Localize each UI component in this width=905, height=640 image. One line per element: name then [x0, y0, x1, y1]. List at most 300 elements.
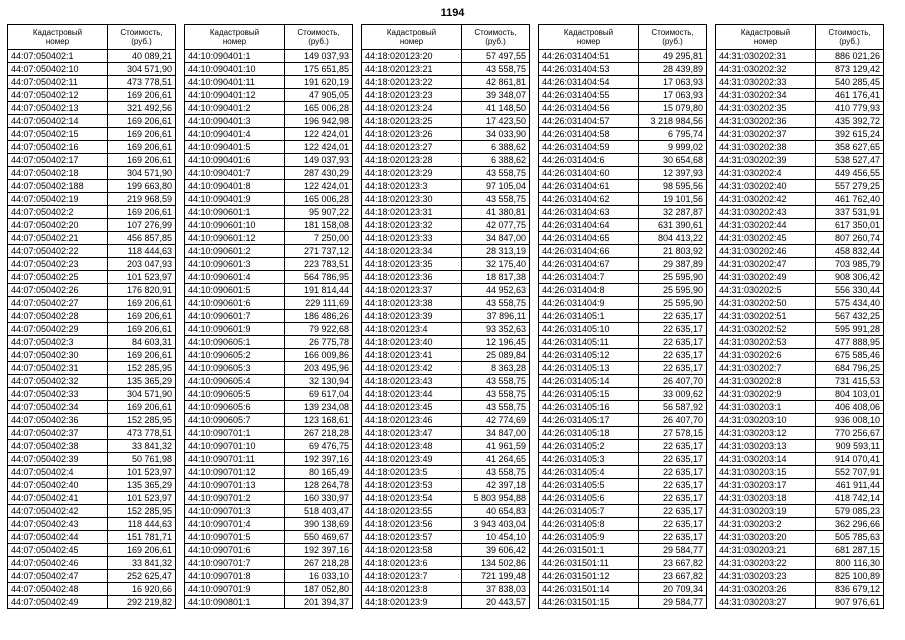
cost-cell: 267 218,28	[285, 557, 353, 570]
table-row	[716, 128, 884, 141]
table-row	[185, 453, 353, 466]
cadastral-number-cell: 44:10:090601:10	[185, 219, 285, 232]
cadastral-table-4	[538, 24, 707, 609]
cost-cell: 93 352,63	[462, 323, 530, 336]
table-row	[716, 557, 884, 570]
cost-cell: 201 394,37	[285, 596, 353, 609]
table-row	[185, 440, 353, 453]
table-row	[185, 544, 353, 557]
cost-cell: 16 033,10	[285, 570, 353, 583]
page-number: 1194	[440, 7, 465, 19]
cost-cell: 22 635,17	[639, 362, 707, 375]
cost-cell: 25 595,90	[639, 297, 707, 310]
table-row	[362, 180, 530, 193]
table-row	[539, 206, 707, 219]
cost-cell: 449 456,55	[816, 167, 884, 180]
header-text: Кадастровый	[32, 28, 83, 37]
table-row	[539, 89, 707, 102]
cadastral-number-cell: 44:26:031405:7	[539, 505, 639, 518]
cost-cell: 456 857,85	[108, 232, 176, 245]
cadastral-number-cell: 44:10:090605:4	[185, 375, 285, 388]
cadastral-number-cell: 44:26:031501:12	[539, 570, 639, 583]
cost-cell: 12 196,45	[462, 336, 530, 349]
cadastral-number-cell: 44:18:020123:23	[362, 89, 462, 102]
header-text: (руб.)	[839, 37, 860, 46]
cost-cell: 392 615,24	[816, 128, 884, 141]
header-text: номер	[45, 37, 70, 46]
cadastral-number-cell: 44:07:050402:36	[8, 414, 108, 427]
cost-cell: 26 775,78	[285, 336, 353, 349]
table-row	[8, 570, 176, 583]
cadastral-number-cell: 44:31:030202:5	[716, 284, 816, 297]
cadastral-number-cell: 44:10:090701:8	[185, 570, 285, 583]
cost-cell: 41 380,81	[462, 206, 530, 219]
cadastral-number-cell: 44:10:090801:1	[185, 596, 285, 609]
cost-cell: 304 571,90	[108, 388, 176, 401]
header-cost	[285, 25, 353, 50]
cost-cell: 84 603,31	[108, 336, 176, 349]
cadastral-number-cell: 44:07:050402:14	[8, 115, 108, 128]
cost-cell: 461 762,40	[816, 193, 884, 206]
cadastral-table-3	[361, 24, 530, 609]
cadastral-number-cell: 44:26:031404:56	[539, 102, 639, 115]
cost-cell: 43 558,75	[462, 167, 530, 180]
cadastral-number-cell: 44:26:031404:63	[539, 206, 639, 219]
table-row	[185, 284, 353, 297]
table-row	[716, 245, 884, 258]
cadastral-number-cell: 44:26:031405:3	[539, 453, 639, 466]
table-row	[539, 141, 707, 154]
table-row	[716, 297, 884, 310]
table-row	[716, 336, 884, 349]
table-row	[185, 505, 353, 518]
cost-cell: 30 654,68	[639, 154, 707, 167]
cost-cell: 804 413,22	[639, 232, 707, 245]
cadastral-number-cell: 44:26:031405:10	[539, 323, 639, 336]
table-row	[362, 375, 530, 388]
cadastral-number-cell: 44:26:031405:11	[539, 336, 639, 349]
cadastral-number-cell: 44:07:050402:23	[8, 258, 108, 271]
cost-cell: 181 158,08	[285, 219, 353, 232]
table-row	[539, 63, 707, 76]
cadastral-number-cell: 44:07:050402:33	[8, 388, 108, 401]
table-row	[716, 349, 884, 362]
cadastral-number-cell: 44:26:031404:7	[539, 271, 639, 284]
cadastral-number-cell: 44:10:090701:2	[185, 492, 285, 505]
cadastral-number-cell: 44:31:030203:10	[716, 414, 816, 427]
cost-cell: 25 595,90	[639, 284, 707, 297]
cadastral-number-cell: 44:10:090401:12	[185, 89, 285, 102]
cadastral-number-cell: 44:10:090601:6	[185, 297, 285, 310]
cadastral-number-cell: 44:26:031404:58	[539, 128, 639, 141]
cost-cell: 22 635,17	[639, 466, 707, 479]
cost-cell: 169 206,61	[108, 349, 176, 362]
table-row	[539, 102, 707, 115]
table-row	[8, 596, 176, 609]
cost-cell: 37 838,03	[462, 583, 530, 596]
cost-cell: 22 635,17	[639, 518, 707, 531]
cadastral-number-cell: 44:26:031405:8	[539, 518, 639, 531]
cadastral-number-cell: 44:10:090701:13	[185, 479, 285, 492]
cadastral-number-cell: 44:07:050402:15	[8, 128, 108, 141]
table-row	[362, 115, 530, 128]
cost-cell: 42 861,81	[462, 76, 530, 89]
table-row	[362, 206, 530, 219]
cadastral-number-cell: 44:10:090601:1	[185, 206, 285, 219]
table-row	[716, 76, 884, 89]
table-row	[539, 401, 707, 414]
cadastral-number-cell: 44:10:090401:6	[185, 154, 285, 167]
cost-cell: 95 907,22	[285, 206, 353, 219]
table-row	[8, 323, 176, 336]
table-row	[539, 167, 707, 180]
table-row	[185, 596, 353, 609]
cost-cell: 564 786,95	[285, 271, 353, 284]
table-row	[8, 583, 176, 596]
header-text: номер	[753, 37, 778, 46]
cadastral-number-cell: 44:26:031404:57	[539, 115, 639, 128]
cadastral-number-cell: 44:18:020123:49	[362, 453, 462, 466]
table-row	[8, 271, 176, 284]
cost-cell: 6 795,74	[639, 128, 707, 141]
cadastral-number-cell: 44:07:050402:19	[8, 193, 108, 206]
cost-cell: 9 999,02	[639, 141, 707, 154]
cost-cell: 886 021,26	[816, 50, 884, 63]
cadastral-number-cell: 44:07:050402:12	[8, 89, 108, 102]
cadastral-number-cell: 44:31:030202:42	[716, 193, 816, 206]
cadastral-number-cell: 44:07:050402:34	[8, 401, 108, 414]
cadastral-number-cell: 44:07:050402:21	[8, 232, 108, 245]
cadastral-number-cell: 44:31:030202:52	[716, 323, 816, 336]
cost-cell: 20 709,34	[639, 583, 707, 596]
cadastral-table-1	[7, 24, 176, 609]
table-row	[185, 427, 353, 440]
cadastral-number-cell: 44:18:020123:3	[362, 180, 462, 193]
table-row	[539, 349, 707, 362]
table-row	[716, 284, 884, 297]
cadastral-number-cell: 44:07:050402:42	[8, 505, 108, 518]
table-row	[362, 102, 530, 115]
cost-cell: 128 264,78	[285, 479, 353, 492]
cadastral-number-cell: 44:18:020123:41	[362, 349, 462, 362]
cadastral-number-cell: 44:18:020123:9	[362, 596, 462, 609]
cadastral-number-cell: 44:18:020123:53	[362, 479, 462, 492]
cadastral-number-cell: 44:26:031404:60	[539, 167, 639, 180]
table-row	[185, 206, 353, 219]
cadastral-number-cell: 44:31:030203:13	[716, 440, 816, 453]
header-text: Стоимость,	[297, 28, 340, 37]
table-row	[185, 466, 353, 479]
cost-cell: 304 571,90	[108, 63, 176, 76]
cost-cell: 271 737,12	[285, 245, 353, 258]
cost-cell: 122 424,01	[285, 128, 353, 141]
table-row	[185, 414, 353, 427]
cost-cell: 166 009,86	[285, 349, 353, 362]
cadastral-number-cell: 44:10:090401:3	[185, 115, 285, 128]
cost-cell: 617 350,01	[816, 219, 884, 232]
cost-cell: 23 667,82	[639, 570, 707, 583]
cost-cell: 152 285,95	[108, 505, 176, 518]
cost-cell: 477 888,95	[816, 336, 884, 349]
cadastral-number-cell: 44:31:030202:34	[716, 89, 816, 102]
cadastral-number-cell: 44:18:020123:56	[362, 518, 462, 531]
cadastral-number-cell: 44:26:031404:62	[539, 193, 639, 206]
cost-cell: 139 234,08	[285, 401, 353, 414]
table-row	[716, 414, 884, 427]
table-row	[8, 76, 176, 89]
cadastral-number-cell: 44:26:031404:55	[539, 89, 639, 102]
cost-cell: 473 778,51	[108, 76, 176, 89]
cadastral-number-cell: 44:18:020123:5	[362, 466, 462, 479]
cadastral-number-cell: 44:07:050402:45	[8, 544, 108, 557]
table-row	[185, 531, 353, 544]
cost-cell: 26 407,70	[639, 414, 707, 427]
cost-cell: 22 635,17	[639, 505, 707, 518]
cadastral-number-cell: 44:31:030202:7	[716, 362, 816, 375]
cost-cell: 165 006,28	[285, 102, 353, 115]
cadastral-number-cell: 44:18:020123:48	[362, 440, 462, 453]
cost-cell: 169 206,61	[108, 115, 176, 128]
cost-cell: 473 778,51	[108, 427, 176, 440]
cost-cell: 18 817,38	[462, 271, 530, 284]
cost-cell: 56 587,92	[639, 401, 707, 414]
cadastral-number-cell: 44:07:050402:40	[8, 479, 108, 492]
table-row	[185, 141, 353, 154]
table-row	[362, 349, 530, 362]
cost-cell: 41 961,59	[462, 440, 530, 453]
table-row	[362, 336, 530, 349]
table-row	[362, 583, 530, 596]
cost-cell: 40 654,83	[462, 505, 530, 518]
table-row	[8, 232, 176, 245]
cadastral-number-cell: 44:10:090701:3	[185, 505, 285, 518]
cost-cell: 3 943 403,04	[462, 518, 530, 531]
table-row	[185, 115, 353, 128]
table-row	[539, 219, 707, 232]
table-row	[185, 167, 353, 180]
cost-cell: 43 558,75	[462, 193, 530, 206]
table-row	[539, 297, 707, 310]
table-row	[716, 362, 884, 375]
cost-cell: 907 976,61	[816, 596, 884, 609]
header-text: номер	[222, 37, 247, 46]
table-row	[539, 414, 707, 427]
cadastral-number-cell: 44:26:031501:15	[539, 596, 639, 609]
table-row	[8, 141, 176, 154]
table-row	[8, 505, 176, 518]
cost-cell: 42 397,18	[462, 479, 530, 492]
table-row	[185, 271, 353, 284]
cadastral-tables	[7, 24, 898, 621]
cost-cell: 321 492,56	[108, 102, 176, 115]
cadastral-number-cell: 44:18:020123:39	[362, 310, 462, 323]
cadastral-number-cell: 44:10:090601:5	[185, 284, 285, 297]
cadastral-number-cell: 44:10:090601:3	[185, 258, 285, 271]
header-text: (руб.)	[662, 37, 683, 46]
cadastral-number-cell: 44:10:090401:7	[185, 167, 285, 180]
cost-cell: 29 584,77	[639, 544, 707, 557]
table-row	[185, 180, 353, 193]
table-row	[185, 297, 353, 310]
cost-cell: 199 663,80	[108, 180, 176, 193]
header-cadastral-number	[362, 25, 462, 50]
cost-cell: 10 454,10	[462, 531, 530, 544]
cost-cell: 43 558,75	[462, 401, 530, 414]
cost-cell: 169 206,61	[108, 154, 176, 167]
table-row	[539, 596, 707, 609]
cadastral-number-cell: 44:18:020123:32	[362, 219, 462, 232]
cadastral-number-cell: 44:07:050402:20	[8, 219, 108, 232]
header-cost	[108, 25, 176, 50]
cadastral-number-cell: 44:07:050402:188	[8, 180, 108, 193]
table-row	[362, 505, 530, 518]
cost-cell: 122 424,01	[285, 180, 353, 193]
table-row	[8, 284, 176, 297]
cadastral-number-cell: 44:31:030203:26	[716, 583, 816, 596]
cost-cell: 192 397,16	[285, 453, 353, 466]
cadastral-number-cell: 44:31:030203:2	[716, 518, 816, 531]
cost-cell: 17 423,50	[462, 115, 530, 128]
cost-cell: 575 434,40	[816, 297, 884, 310]
cadastral-number-cell: 44:10:090605:5	[185, 388, 285, 401]
cost-cell: 32 130,94	[285, 375, 353, 388]
table-row	[539, 388, 707, 401]
table-row	[8, 492, 176, 505]
table-row	[539, 492, 707, 505]
cadastral-number-cell: 44:18:020123:22	[362, 76, 462, 89]
table-row	[185, 492, 353, 505]
cadastral-number-cell: 44:31:030202:50	[716, 297, 816, 310]
cost-cell: 223 783,51	[285, 258, 353, 271]
cost-cell: 770 256,67	[816, 427, 884, 440]
cadastral-number-cell: 44:10:090701:6	[185, 544, 285, 557]
cost-cell: 556 330,44	[816, 284, 884, 297]
cadastral-number-cell: 44:07:050402:43	[8, 518, 108, 531]
table-row	[539, 284, 707, 297]
table-row	[362, 492, 530, 505]
cost-cell: 41 264,65	[462, 453, 530, 466]
cadastral-number-cell: 44:07:050402:39	[8, 453, 108, 466]
cadastral-number-cell: 44:07:050402:32	[8, 375, 108, 388]
table-row	[8, 557, 176, 570]
cost-cell: 169 206,61	[108, 544, 176, 557]
table-row	[362, 570, 530, 583]
cadastral-number-cell: 44:26:031404:61	[539, 180, 639, 193]
header-text: (руб.)	[131, 37, 152, 46]
cadastral-number-cell: 44:18:020123:42	[362, 362, 462, 375]
table-row	[539, 76, 707, 89]
cost-cell: 26 407,70	[639, 375, 707, 388]
table-row	[185, 349, 353, 362]
cost-cell: 16 920,66	[108, 583, 176, 596]
cadastral-number-cell: 44:31:030202:39	[716, 154, 816, 167]
cost-cell: 118 444,63	[108, 245, 176, 258]
table-row	[8, 518, 176, 531]
cadastral-number-cell: 44:18:020123:25	[362, 115, 462, 128]
cadastral-number-cell: 44:18:020123:37	[362, 284, 462, 297]
table-row	[362, 388, 530, 401]
table-header-row	[539, 25, 707, 50]
cost-cell: 107 276,99	[108, 219, 176, 232]
table-row	[716, 232, 884, 245]
table-row	[716, 323, 884, 336]
table-row	[716, 180, 884, 193]
table-row	[539, 453, 707, 466]
cadastral-number-cell: 44:26:031404:59	[539, 141, 639, 154]
cadastral-number-cell: 44:18:020123:58	[362, 544, 462, 557]
cost-cell: 33 841,32	[108, 557, 176, 570]
table-row	[716, 219, 884, 232]
cost-cell: 631 390,61	[639, 219, 707, 232]
cost-cell: 800 116,30	[816, 557, 884, 570]
table-row	[8, 479, 176, 492]
table-row	[539, 323, 707, 336]
cadastral-number-cell: 44:07:050402:28	[8, 310, 108, 323]
table-row	[185, 557, 353, 570]
cadastral-number-cell: 44:07:050402:27	[8, 297, 108, 310]
table-row	[539, 232, 707, 245]
cost-cell: 390 138,69	[285, 518, 353, 531]
table-row	[8, 310, 176, 323]
cadastral-number-cell: 44:26:031405:2	[539, 440, 639, 453]
header-cost	[639, 25, 707, 50]
cost-cell: 19 101,56	[639, 193, 707, 206]
cost-cell: 540 285,45	[816, 76, 884, 89]
table-row	[185, 128, 353, 141]
cost-cell: 176 820,91	[108, 284, 176, 297]
table-row	[539, 466, 707, 479]
table-row	[362, 232, 530, 245]
cost-cell: 43 558,75	[462, 466, 530, 479]
cost-cell: 505 785,63	[816, 531, 884, 544]
cadastral-number-cell: 44:18:020123:35	[362, 258, 462, 271]
cost-cell: 936 008,10	[816, 414, 884, 427]
cost-cell: 39 348,07	[462, 89, 530, 102]
cost-cell: 595 991,28	[816, 323, 884, 336]
cost-cell: 358 627,65	[816, 141, 884, 154]
cost-cell: 123 168,61	[285, 414, 353, 427]
cadastral-number-cell: 44:18:020123:40	[362, 336, 462, 349]
cadastral-number-cell: 44:07:050402:18	[8, 167, 108, 180]
table-row	[362, 89, 530, 102]
cost-cell: 134 502,86	[462, 557, 530, 570]
table-row	[716, 505, 884, 518]
cadastral-number-cell: 44:31:030202:40	[716, 180, 816, 193]
cadastral-number-cell: 44:07:050402:38	[8, 440, 108, 453]
cost-cell: 196 942,98	[285, 115, 353, 128]
table-row	[8, 102, 176, 115]
table-header-row	[716, 25, 884, 50]
cost-cell: 175 651,85	[285, 63, 353, 76]
table-row	[716, 401, 884, 414]
cost-cell: 418 742,14	[816, 492, 884, 505]
cost-cell: 49 295,81	[639, 50, 707, 63]
cadastral-number-cell: 44:18:020123:54	[362, 492, 462, 505]
cost-cell: 681 287,15	[816, 544, 884, 557]
table-row	[539, 531, 707, 544]
cost-cell: 579 085,23	[816, 505, 884, 518]
cost-cell: 22 635,17	[639, 336, 707, 349]
cost-cell: 406 408,06	[816, 401, 884, 414]
cost-cell: 169 206,61	[108, 141, 176, 154]
cost-cell: 42 774,69	[462, 414, 530, 427]
cadastral-number-cell: 44:26:031405:1	[539, 310, 639, 323]
table-row	[539, 245, 707, 258]
cost-cell: 557 279,25	[816, 180, 884, 193]
cadastral-number-cell: 44:31:030202:53	[716, 336, 816, 349]
table-row	[539, 570, 707, 583]
header-text: Стоимость,	[120, 28, 163, 37]
